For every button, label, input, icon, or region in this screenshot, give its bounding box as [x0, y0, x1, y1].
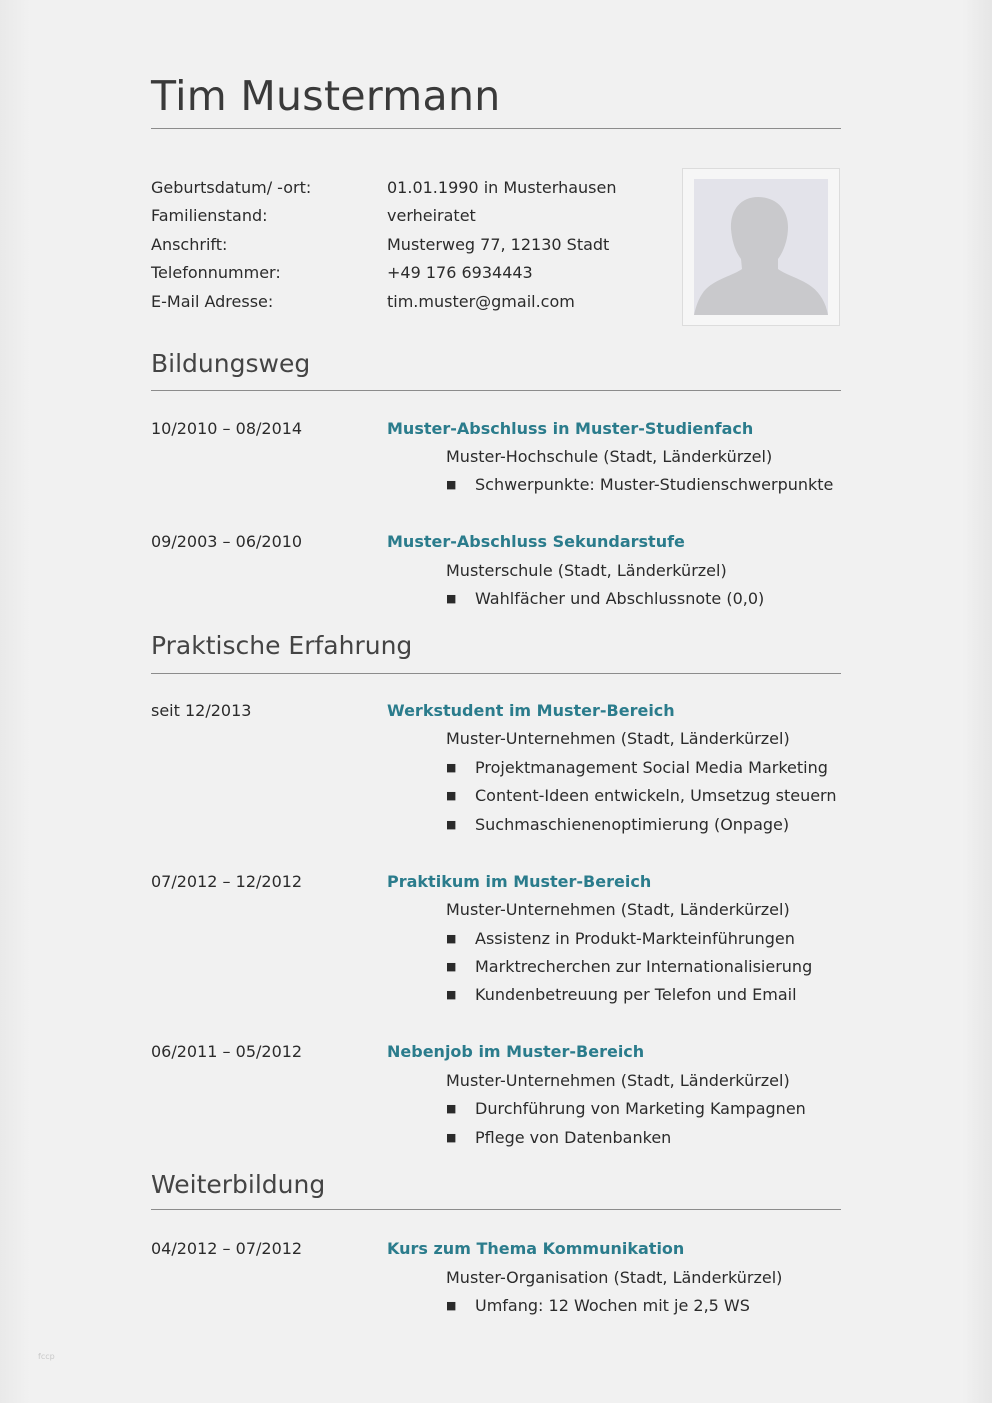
entry-org: Musterschule (Stadt, Länderkürzel): [446, 561, 727, 580]
bullet-text: Suchmaschienenoptimierung (Onpage): [475, 815, 790, 834]
bullet-text: Durchführung von Marketing Kampagnen: [475, 1099, 806, 1118]
entry-org: Muster-Unternehmen (Stadt, Länderkürzel): [446, 729, 790, 748]
watermark: fccp: [38, 1352, 55, 1361]
info-label: E-Mail Adresse:: [151, 292, 274, 311]
list-item: [446, 1124, 671, 1152]
info-value: verheiratet: [387, 206, 476, 225]
entry-org: Muster-Organisation (Stadt, Länderkürzel): [446, 1268, 783, 1287]
section-title-training: Weiterbildung: [151, 1170, 326, 1199]
info-label: Anschrift:: [151, 235, 228, 254]
bullet-text: Pflege von Datenbanken: [475, 1128, 672, 1147]
section-divider: [151, 673, 841, 674]
info-value: 01.01.1990 in Musterhausen: [387, 178, 617, 197]
bullet-icon: ■: [446, 592, 457, 605]
title-divider: [151, 128, 841, 129]
list-item: [446, 981, 797, 1009]
bullet-icon: ■: [446, 960, 457, 973]
bullet-text: Content-Ideen entwickeln, Umsetzug steuern: [475, 786, 837, 805]
bullet-text: Wahlfächer und Abschlussnote (0,0): [475, 589, 765, 608]
entry-date: 04/2012 – 07/2012: [151, 1239, 303, 1258]
section-title-experience: Praktische Erfahrung: [151, 631, 413, 660]
bullet-icon: ■: [446, 818, 457, 831]
list-item: [446, 953, 812, 981]
entry-org: Muster-Unternehmen (Stadt, Länderkürzel): [446, 1071, 790, 1090]
bullet-text: Marktrecherchen zur Internationalisierung: [475, 957, 813, 976]
entry-title: Praktikum im Muster-Bereich: [387, 872, 652, 891]
bullet-icon: ■: [446, 478, 457, 491]
bullet-icon: ■: [446, 761, 457, 774]
list-item: [446, 782, 836, 810]
entry-title: Nebenjob im Muster-Bereich: [387, 1042, 645, 1061]
bullet-text: Kundenbetreuung per Telefon und Email: [475, 985, 797, 1004]
entry-title: Werkstudent im Muster-Bereich: [387, 701, 675, 720]
info-label: Geburtsdatum/ -ort:: [151, 178, 312, 197]
bullet-text: Schwerpunkte: Muster-Studienschwerpunkte: [475, 475, 834, 494]
section-divider: [151, 1209, 841, 1210]
list-item: [446, 925, 795, 953]
info-label: Familienstand:: [151, 206, 268, 225]
bullet-icon: ■: [446, 1131, 457, 1144]
bullet-text: Umfang: 12 Wochen mit je 2,5 WS: [475, 1296, 750, 1315]
entry-date: seit 12/2013: [151, 701, 252, 720]
bullet-text: Assistenz in Produkt-Markteinführungen: [475, 929, 795, 948]
bullet-icon: ■: [446, 789, 457, 802]
list-item: [446, 471, 833, 499]
entry-org: Muster-Hochschule (Stadt, Länderkürzel): [446, 447, 773, 466]
entry-date: 09/2003 – 06/2010: [151, 532, 303, 551]
section-title-education: Bildungsweg: [151, 349, 311, 378]
bullet-icon: ■: [446, 988, 457, 1001]
section-divider: [151, 390, 841, 391]
page-title: Tim Mustermann: [151, 72, 501, 120]
bullet-icon: ■: [446, 1102, 457, 1115]
list-item: [446, 811, 789, 839]
list-item: [446, 1095, 806, 1123]
entry-org: Muster-Unternehmen (Stadt, Länderkürzel): [446, 900, 790, 919]
entry-title: Muster-Abschluss in Muster-Studienfach: [387, 419, 754, 438]
entry-date: 07/2012 – 12/2012: [151, 872, 303, 891]
entry-title: Kurs zum Thema Kommunikation: [387, 1239, 685, 1258]
bullet-icon: ■: [446, 1299, 457, 1312]
entry-date: 06/2011 – 05/2012: [151, 1042, 303, 1061]
avatar-placeholder-icon: [694, 179, 828, 315]
info-value: Musterweg 77, 12130 Stadt: [387, 235, 610, 254]
bullet-icon: ■: [446, 932, 457, 945]
list-item: [446, 585, 764, 613]
info-value: +49 176 6934443: [387, 263, 533, 282]
bullet-text: Projektmanagement Social Media Marketing: [475, 758, 828, 777]
entry-title: Muster-Abschluss Sekundarstufe: [387, 532, 685, 551]
info-value: tim.muster@gmail.com: [387, 292, 575, 311]
list-item: [446, 1292, 750, 1320]
info-label: Telefonnummer:: [151, 263, 281, 282]
list-item: [446, 754, 828, 782]
profile-photo-frame: [682, 168, 840, 326]
entry-date: 10/2010 – 08/2014: [151, 419, 303, 438]
